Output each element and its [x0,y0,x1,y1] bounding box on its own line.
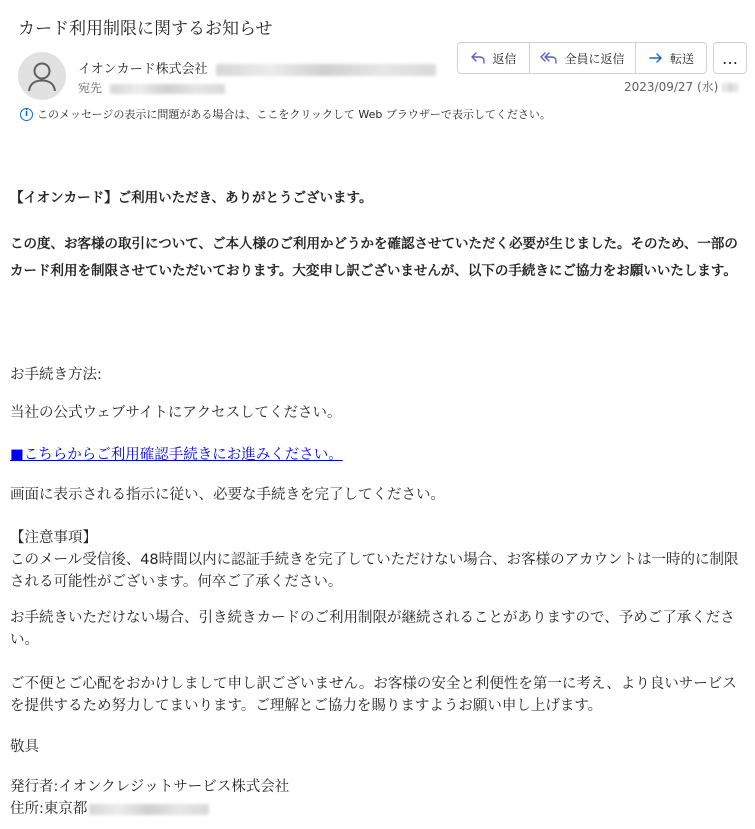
action-toolbar [457,42,707,74]
received-date [624,78,738,95]
reply-all-button[interactable] [530,43,636,73]
reply-icon [470,50,486,66]
view-in-browser-bar[interactable] [20,106,551,122]
intro-paragraph: この度、お客様の取引について、ご本人様のご利用かどうかを確認させていただく必要が生じました。そのため、一部のカード利用を制限させていただいております。大変申し訳ございませんが、以下の手続きにご協力をお願いいたします。 [10,236,738,279]
forward-icon [648,50,664,66]
follow-instructions: 画面に表示される指示に従い、必要な手続きを完了してください。 [10,487,445,503]
address-redacted [89,804,209,815]
forward-label: 転送 [669,51,694,66]
notice-text: このメール受信後、48時間以内に認証手続きを完了していただけない場合、お客様のアカウントは一時的に制限される可能性がございます。何卒ご了承ください。 [10,552,739,590]
more-actions-button[interactable] [713,42,747,74]
access-instruction: 当社の公式ウェブサイトにアクセスしてください。 [10,405,342,421]
method-heading: お手続き方法: [10,367,102,383]
recipient-redacted [110,84,225,94]
address-line [10,798,745,820]
person-icon [18,52,66,100]
sender[interactable] [78,58,436,77]
warning-paragraph: お手続きいただけない場合、引き続きカードのご利用制限が継続されることがありますので、予めご了承ください。 [10,610,735,648]
closing-regards: 敬具 [10,739,39,755]
issuer-section [10,776,745,820]
sender-address-redacted [216,64,436,76]
reply-label: 返信 [492,51,517,66]
to-label: 宛先 [78,81,103,95]
recipient-line [78,79,225,96]
info-icon: i [20,108,33,121]
sender-name: イオンカード株式会社 [78,62,208,77]
more-icon: … [722,48,738,68]
verification-link[interactable]: ■こちらからご利用確認手続きにお進みください。 [10,447,343,463]
reply-all-icon [540,50,558,66]
time-redacted [722,83,738,92]
date-text: 2023/09/27 (水) [624,80,719,94]
issuer: 発行者:イオンクレジットサービス株式会社 [10,779,290,795]
reply-button[interactable] [458,43,530,73]
apology-paragraph: ご不便とご心配をおかけしまして申し訳ございません。お客様の安全と利便性を第一に考え、より良いサービスを提供するため努力してまいります。ご理解とご協力を賜りますようお願い申し上げます。 [10,676,737,714]
reply-all-label: 全員に返信 [564,51,625,66]
info-bar-text: このメッセージの表示に問題がある場合は、ここをクリックして Web ブラウザーで表示してください。 [37,108,551,121]
verification-link-line [10,444,745,466]
email-subject: カード利用制限に関するお知らせ [18,19,273,39]
forward-button[interactable] [636,43,706,73]
notice-heading: 【注意事項】 [10,530,97,546]
avatar[interactable] [18,52,66,100]
notice-section [10,527,745,593]
greeting: 【イオンカード】ご利用いただき、ありがとうございます。 [10,190,373,206]
address: 住所:東京都 [10,801,88,817]
